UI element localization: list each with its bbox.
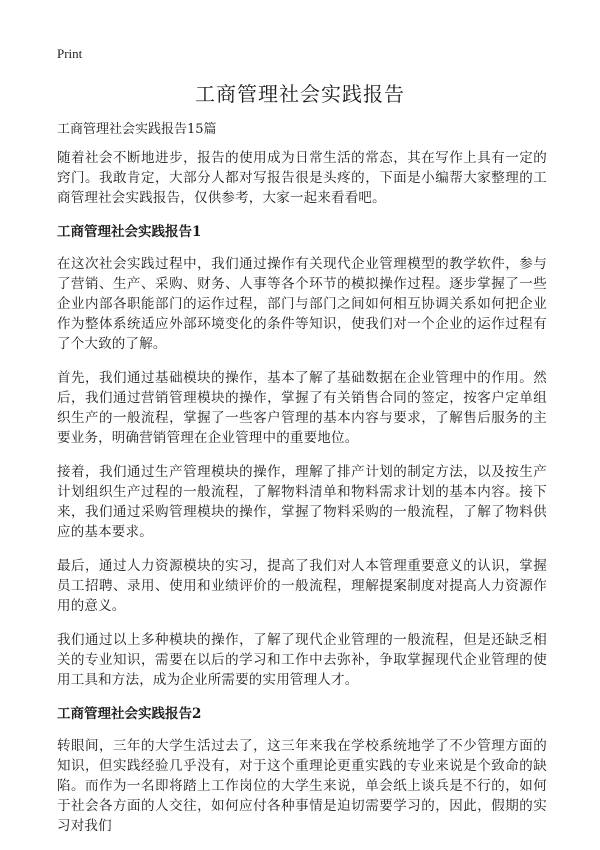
section-2 [57, 704, 547, 836]
paragraph: 我们通过以上多种模块的操作，了解了现代企业管理的一般流程，但是还缺乏相关的专业知识，需要在以后的学习和工作中去弥补，争取掌握现代企业管理的使用工具和方法，成为企业所需要的实用管理人才。 [57, 632, 547, 688]
print-link[interactable]: Print [57, 46, 83, 61]
paragraph: 转眼间，三年的大学生活过去了，这三年来我在学校系统地学了不少管理方面的知识，但实践经验几乎没有，对于这个重理论更重实践的专业来说是个致命的缺陷。而作为一名即将踏上工作岗位的大学生来说，单会纸上谈兵是不行的，如何于社会各方面的人交往，如何应付各种事情是迫切需要学习的，因此，假期的实习对我们 [57, 738, 547, 834]
document-body [57, 120, 547, 850]
section-heading: 工商管理社会实践报告1 [57, 224, 202, 240]
page-title: 工商管理社会实践报告 [195, 82, 405, 106]
intro-paragraph: 随着社会不断地进步，报告的使用成为日常生活的常态，其在写作上具有一定的窍门。我敢肯定，大部分人都对写报告很是头疼的，下面是小编帮大家整理的工商管理社会实践报告，仅供参考，大家一起来看看吧。 [57, 150, 547, 206]
section-heading: 工商管理社会实践报告2 [57, 706, 202, 722]
paragraph: 在这次社会实践过程中，我们通过操作有关现代企业管理模型的教学软件，参与了营销、生产、采购、财务、人事等各个环节的模拟操作过程。逐步掌握了一些企业内部各职能部门的运作过程，部门与部门之间如何相互协调关系如何把企业作为整体系统适应外部环境变化的条件等知识，使我们对一个企业的运作过程有了个大致的了解。 [57, 256, 547, 352]
paragraph: 最后，通过人力资源模块的实习，提高了我们对人本管理重要意义的认识，掌握员工招聘、录用、使用和业绩评价的一般流程，理解提案制度对提高人力资源作用的意义。 [57, 558, 547, 614]
paragraph: 接着，我们通过生产管理模块的操作，理解了排产计划的制定方法，以及按生产计划组织生产过程的一般流程，了解物料清单和物料需求计划的基本内容。接下来，我们通过采购管理模块的操作，掌握了物料采购的一般流程，了解了物料供应的基本要求。 [57, 464, 547, 540]
section-1 [57, 222, 547, 690]
paragraph: 首先，我们通过基础模块的操作，基本了解了基础数据在企业管理中的作用。然后，我们通过营销管理模块的操作，掌握了有关销售合同的签定，按客户定单组织生产的一般流程，掌握了一些客户管理的基本内容与要求，了解售后服务的主要业务，明确营销管理在企业管理中的重要地位。 [57, 370, 547, 446]
document-subtitle: 工商管理社会实践报告15篇 [57, 122, 217, 137]
